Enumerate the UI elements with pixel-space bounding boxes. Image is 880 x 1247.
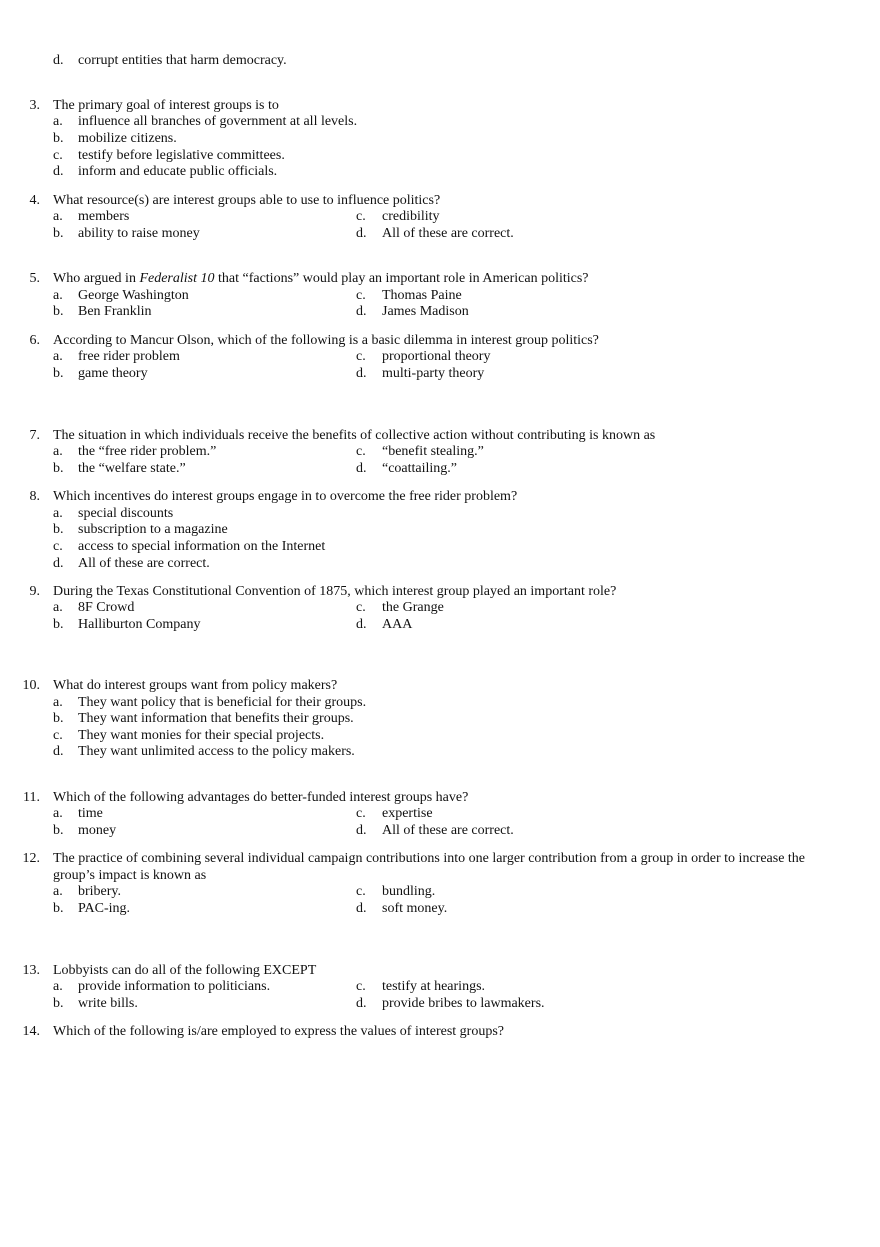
option-letter: a. [53, 444, 63, 459]
option-text: bundling. [382, 884, 436, 899]
option-letter: b. [53, 366, 64, 381]
question-text-part: that “factions” would play an important role in American politics? [214, 271, 589, 286]
option-letter: b. [53, 522, 64, 537]
question-number: 10. [22, 678, 40, 693]
option-text: expertise [382, 806, 433, 821]
option-text: testify at hearings. [382, 979, 486, 994]
question-number: 7. [29, 428, 40, 443]
option-letter: b. [53, 461, 64, 476]
option-text: access to special information on the Internet [78, 539, 326, 554]
option-text: provide information to politicians. [78, 979, 271, 994]
option-letter: d. [356, 226, 367, 241]
option-letter: a. [53, 979, 63, 994]
option-text: They want policy that is beneficial for their groups. [78, 695, 367, 710]
question-text: According to Mancur Olson, which of the following is a basic dilemma in interest group politics? [53, 333, 599, 348]
option-text: corrupt entities that harm democracy. [78, 53, 287, 68]
option-letter: c. [356, 288, 366, 303]
option-letter: a. [53, 349, 63, 364]
question-number: 8. [29, 489, 40, 504]
option-letter: a. [53, 695, 63, 710]
option-letter: c. [356, 806, 366, 821]
option-text: the “welfare state.” [78, 461, 186, 476]
option-text: special discounts [78, 506, 174, 521]
option-text: “benefit stealing.” [382, 444, 484, 459]
option-text: George Washington [78, 288, 189, 303]
question-text: Which incentives do interest groups engage in to overcome the free rider problem? [53, 489, 518, 504]
question-text: group’s impact is known as [53, 868, 207, 883]
question-text: The situation in which individuals receive the benefits of collective action without contributing is known as [53, 428, 656, 443]
option-text: subscription to a magazine [78, 522, 228, 537]
question-text: Which of the following advantages do better-funded interest groups have? [53, 790, 469, 805]
option-letter: a. [53, 209, 63, 224]
option-text: Halliburton Company [78, 617, 201, 632]
option-letter: b. [53, 996, 64, 1011]
option-text: All of these are correct. [382, 823, 514, 838]
question-number: 3. [29, 98, 40, 113]
option-text: game theory [78, 366, 148, 381]
option-letter: d. [53, 556, 64, 571]
option-text: influence all branches of government at all levels. [78, 114, 358, 129]
option-text: provide bribes to lawmakers. [382, 996, 545, 1011]
option-letter: b. [53, 823, 64, 838]
option-text: They want monies for their special projects. [78, 728, 325, 743]
option-text: PAC-ing. [78, 901, 131, 916]
option-letter: d. [356, 617, 367, 632]
option-text: free rider problem [78, 349, 180, 364]
option-letter: c. [356, 979, 366, 994]
option-text: Ben Franklin [78, 304, 152, 319]
option-letter: c. [53, 539, 63, 554]
question-number: 12. [22, 851, 40, 866]
question-text: What resource(s) are interest groups able to use to influence politics? [53, 193, 441, 208]
option-letter: a. [53, 506, 63, 521]
option-text: money [78, 823, 117, 838]
question-number: 4. [29, 193, 40, 208]
option-letter: d. [356, 304, 367, 319]
question-number: 13. [22, 963, 40, 978]
option-letter: d. [356, 823, 367, 838]
option-text: time [78, 806, 103, 821]
question-text-italic: Federalist 10 [139, 271, 215, 286]
option-letter: d. [356, 461, 367, 476]
question-text: What do interest groups want from policy makers? [53, 678, 338, 693]
option-text: James Madison [382, 304, 469, 319]
question-number: 5. [29, 271, 40, 286]
question-text: During the Texas Constitutional Convention of 1875, which interest group played an important role? [53, 584, 617, 599]
option-letter: c. [356, 600, 366, 615]
option-letter: a. [53, 288, 63, 303]
option-text: They want unlimited access to the policy makers. [78, 744, 355, 759]
option-text: proportional theory [382, 349, 491, 364]
option-text: the Grange [382, 600, 444, 615]
option-text: They want information that benefits their groups. [78, 711, 354, 726]
option-text: soft money. [382, 901, 448, 916]
option-letter: b. [53, 304, 64, 319]
option-letter: d. [356, 901, 367, 916]
option-letter: c. [356, 209, 366, 224]
option-letter: c. [356, 444, 366, 459]
question-number: 14. [22, 1024, 40, 1039]
option-text: inform and educate public officials. [78, 164, 278, 179]
option-text: multi-party theory [382, 366, 485, 381]
option-letter: b. [53, 711, 64, 726]
option-letter: d. [53, 53, 64, 68]
option-letter: d. [53, 164, 64, 179]
question-number: 11. [23, 790, 40, 805]
question-text: The practice of combining several individual campaign contributions into one larger contribution from a group in order to increase the [53, 851, 806, 866]
option-text: the “free rider problem.” [78, 444, 217, 459]
option-letter: a. [53, 806, 63, 821]
option-letter: d. [356, 366, 367, 381]
option-text: members [78, 209, 130, 224]
option-letter: a. [53, 114, 63, 129]
question-number: 9. [29, 584, 40, 599]
option-letter: c. [53, 728, 63, 743]
question-text-part: Who argued in [53, 271, 140, 286]
option-letter: c. [356, 884, 366, 899]
option-text: AAA [382, 617, 413, 632]
option-text: Thomas Paine [382, 288, 462, 303]
option-letter: b. [53, 226, 64, 241]
question-text: Which of the following is/are employed to express the values of interest groups? [53, 1024, 504, 1039]
option-text: “coattailing.” [382, 461, 458, 476]
option-letter: b. [53, 131, 64, 146]
option-letter: b. [53, 901, 64, 916]
option-letter: c. [53, 148, 63, 163]
question-text [53, 271, 589, 287]
question-text: Lobbyists can do all of the following EXCEPT [53, 963, 317, 978]
option-letter: c. [356, 349, 366, 364]
option-text: testify before legislative committees. [78, 148, 285, 163]
option-letter: b. [53, 617, 64, 632]
option-text: bribery. [78, 884, 122, 899]
option-text: All of these are correct. [78, 556, 210, 571]
option-letter: d. [53, 744, 64, 759]
option-text: credibility [382, 209, 440, 224]
option-text: 8F Crowd [78, 600, 135, 615]
option-text: mobilize citizens. [78, 131, 177, 146]
option-letter: a. [53, 600, 63, 615]
option-text: write bills. [78, 996, 138, 1011]
option-text: All of these are correct. [382, 226, 514, 241]
option-letter: a. [53, 884, 63, 899]
option-letter: d. [356, 996, 367, 1011]
question-text: The primary goal of interest groups is to [53, 98, 279, 113]
question-number: 6. [29, 333, 40, 348]
option-text: ability to raise money [78, 226, 200, 241]
